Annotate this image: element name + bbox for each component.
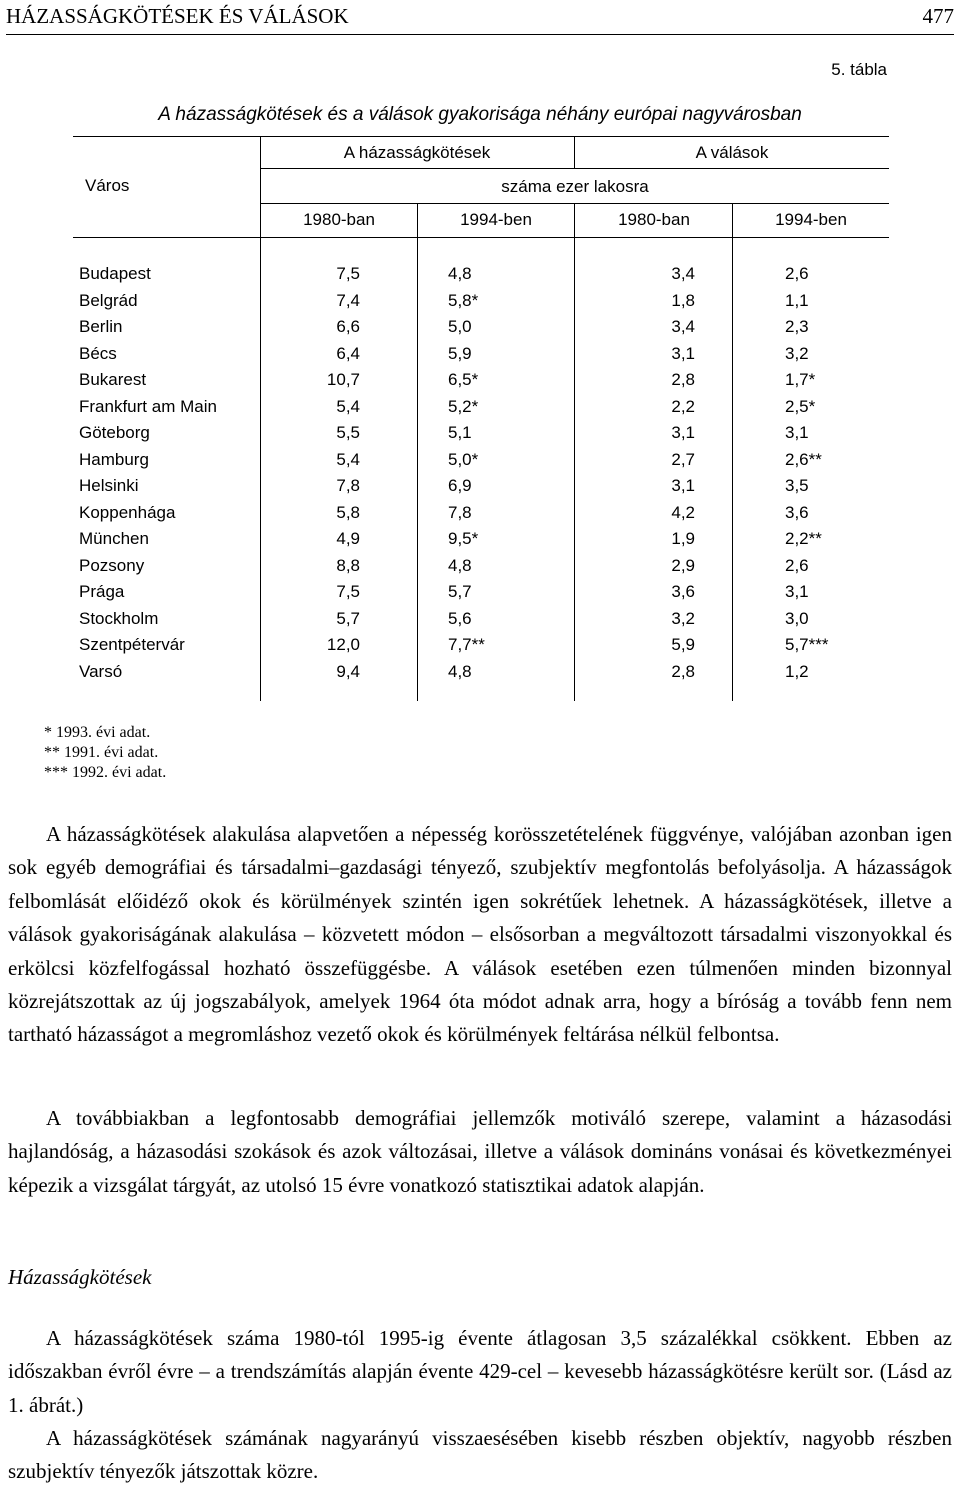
value-cell-d1994: 2,6** bbox=[785, 449, 822, 469]
value-cell-m1980: 5,7 bbox=[336, 608, 360, 628]
value-cell-m1994: 9,5* bbox=[448, 529, 479, 548]
city-cell: Hamburg bbox=[79, 449, 149, 469]
value-cell-d1980: 1,8 bbox=[671, 290, 695, 310]
header-unit: száma ezer lakosra bbox=[501, 177, 649, 196]
value-cell-m1994: 5,0* bbox=[448, 449, 479, 469]
value-cell-d1994: 3,6 bbox=[785, 502, 809, 522]
table-row bbox=[0, 261, 960, 288]
value-cell-m1980: 7,5 bbox=[336, 582, 360, 601]
value-cell-m1994: 4,8 bbox=[448, 555, 472, 575]
table-top-rule bbox=[73, 136, 889, 137]
header-year-4: 1994-ben bbox=[775, 210, 847, 229]
city-cell: Prága bbox=[79, 582, 125, 601]
value-cell-d1980: 1,9 bbox=[671, 529, 695, 548]
city-cell: Varsó bbox=[79, 661, 123, 681]
table-row bbox=[0, 314, 960, 341]
value-cell-d1980: 3,4 bbox=[671, 317, 695, 336]
body-paragraph: A továbbiakban a legfontosabb demográfiai jellemzők motiváló szerepe, valamint a házasodási hajlandóság, a házasodási szokások és azok változásai, illetve a válások domináns vonásai és következményei képezik a vizsgálat tárgyát, az utolsó 15 évre vonatkozó statisztikai adatok alapján. bbox=[8, 1106, 952, 1197]
table-row bbox=[0, 632, 960, 659]
value-cell-d1994: 1,2 bbox=[785, 661, 809, 681]
table-row bbox=[0, 394, 960, 421]
value-cell-m1994: 6,9 bbox=[448, 476, 472, 495]
table-row bbox=[0, 288, 960, 315]
value-cell-d1994: 3,0 bbox=[785, 608, 809, 628]
city-cell: Budapest bbox=[79, 264, 151, 283]
value-cell-d1994: 2,6 bbox=[785, 555, 809, 575]
value-cell-m1980: 10,7 bbox=[326, 370, 360, 389]
city-cell: Berlin bbox=[79, 317, 123, 336]
value-cell-d1994: 2,5* bbox=[785, 396, 816, 416]
value-cell-m1994: 5,0 bbox=[448, 317, 472, 336]
city-cell: Szentpétervár bbox=[79, 635, 185, 654]
value-cell-m1980: 12,0 bbox=[326, 635, 360, 654]
statistics-table bbox=[0, 0, 960, 710]
value-cell-m1980: 5,8 bbox=[336, 502, 360, 522]
value-cell-d1980: 3,4 bbox=[671, 264, 695, 283]
city-cell: Pozsony bbox=[79, 555, 145, 575]
table-row bbox=[0, 473, 960, 500]
table-row bbox=[0, 526, 960, 553]
group-header-rule bbox=[260, 168, 889, 169]
table-label: 5. tábla bbox=[831, 60, 887, 79]
value-cell-m1980: 7,4 bbox=[336, 290, 360, 310]
value-cell-d1994: 2,2** bbox=[785, 529, 822, 548]
table-row bbox=[0, 606, 960, 633]
value-cell-d1980: 3,2 bbox=[671, 608, 695, 628]
table-row bbox=[0, 447, 960, 474]
city-cell: Koppenhága bbox=[79, 502, 176, 522]
footnote: ** 1991. évi adat. bbox=[44, 744, 159, 761]
value-cell-m1994: 5,6 bbox=[448, 608, 472, 628]
city-cell: Göteborg bbox=[79, 423, 150, 442]
table-row bbox=[0, 341, 960, 368]
value-cell-d1980: 2,8 bbox=[671, 370, 695, 389]
table-row bbox=[0, 579, 960, 606]
value-cell-d1980: 5,9 bbox=[671, 635, 695, 654]
table-row bbox=[0, 553, 960, 580]
value-cell-m1980: 9,4 bbox=[336, 661, 360, 681]
value-cell-d1994: 2,3 bbox=[785, 317, 809, 336]
value-cell-m1980: 4,9 bbox=[336, 529, 360, 548]
value-cell-m1980: 5,5 bbox=[336, 423, 360, 442]
header-year-1: 1980-ban bbox=[303, 210, 375, 229]
value-cell-m1994: 7,7** bbox=[448, 635, 485, 654]
value-cell-m1994: 5,8* bbox=[448, 290, 479, 310]
city-cell: Helsinki bbox=[79, 476, 139, 495]
value-cell-d1980: 4,2 bbox=[671, 502, 695, 522]
value-cell-m1980: 8,8 bbox=[336, 555, 360, 575]
running-header-title: HÁZASSÁGKÖTÉSEK ÉS VÁLÁSOK bbox=[6, 4, 349, 28]
value-cell-d1994: 3,1 bbox=[785, 582, 809, 601]
header-year-2: 1994-ben bbox=[460, 210, 532, 229]
city-cell: Bécs bbox=[79, 343, 117, 363]
table-title: A házasságkötések és a válások gyakorisága néhány európai nagyvárosban bbox=[158, 104, 802, 125]
value-cell-d1980: 3,1 bbox=[671, 423, 695, 442]
body-paragraph: A házasságkötések száma 1980-tól 1995-ig évente átlagosan 3,5 százalékkal csökkent. Ebben az időszakban évről évre – a trendszámítás alapján évente 429-cel – kevesebb házasságkötésre került sor. (Lásd az 1. ábrát.) bbox=[8, 1326, 952, 1417]
table-row bbox=[0, 420, 960, 447]
value-cell-d1980: 3,1 bbox=[671, 343, 695, 363]
value-cell-d1994: 1,1 bbox=[785, 290, 809, 310]
value-cell-d1994: 1,7* bbox=[785, 370, 816, 389]
table-row bbox=[0, 367, 960, 394]
table-row bbox=[0, 500, 960, 527]
value-cell-m1980: 5,4 bbox=[336, 396, 360, 416]
value-cell-d1980: 3,1 bbox=[671, 476, 695, 495]
value-cell-d1994: 2,6 bbox=[785, 264, 809, 283]
header-city: Város bbox=[85, 176, 130, 195]
table-body bbox=[0, 261, 960, 685]
value-cell-d1994: 5,7*** bbox=[785, 635, 829, 654]
footnote: * 1993. évi adat. bbox=[44, 724, 151, 741]
value-cell-m1994: 7,8 bbox=[448, 502, 472, 522]
page-number: 477 bbox=[922, 4, 954, 28]
value-cell-d1980: 3,6 bbox=[671, 582, 695, 601]
column-divider-groups bbox=[574, 136, 575, 168]
city-cell: Frankfurt am Main bbox=[79, 396, 217, 416]
header-bottom-rule bbox=[73, 237, 889, 238]
city-cell: München bbox=[79, 529, 149, 548]
footnotes bbox=[44, 723, 166, 783]
value-cell-m1994: 4,8 bbox=[448, 264, 472, 283]
value-cell-m1980: 7,8 bbox=[336, 476, 360, 495]
value-cell-m1994: 5,9 bbox=[448, 343, 472, 363]
value-cell-m1980: 6,4 bbox=[336, 343, 360, 363]
value-cell-m1994: 5,2* bbox=[448, 396, 479, 416]
body-paragraph: A házasságkötések alakulása alapvetően a népesség korösszetételének függvénye, valójában azonban igen sok egyéb demográfiai és társadalmi–gazdasági tényező, szubjektív megfontolás befolyásolja. A házasságok felbomlását előidéző okok és körülmények szintén igen sokrétűek lehetnek. A házasságkötések, illetve a válások gyakoriságának alakulása – közvetett módon – elsősorban a megváltozott társadalmi viszonyokkal és erkölcsi közfelfogással hozható összefüggésbe. A válások esetében ezen túlmenően minden bizonnyal közrejátszottak az új jogszabályok, amelyek 1964 óta módot adnak arra, hogy a bíróság a tovább fenn nem tartható házasságot a megromláshoz vezető okok és körülmények feltárása nélkül felbontsa. bbox=[8, 822, 952, 1047]
value-cell-m1994: 5,7 bbox=[448, 582, 472, 601]
value-cell-m1994: 4,8 bbox=[448, 661, 472, 681]
value-cell-m1994: 6,5* bbox=[448, 370, 479, 389]
value-cell-d1980: 2,2 bbox=[671, 396, 695, 416]
value-cell-m1980: 6,6 bbox=[336, 317, 360, 336]
value-cell-d1994: 3,1 bbox=[785, 423, 809, 442]
value-cell-d1994: 3,5 bbox=[785, 476, 809, 495]
value-cell-d1980: 2,9 bbox=[671, 555, 695, 575]
city-cell: Belgrád bbox=[79, 290, 138, 310]
header-divorces: A válások bbox=[695, 143, 769, 162]
section-heading: Házasságkötések bbox=[8, 1265, 152, 1289]
body-paragraph: A házasságkötések számának nagyarányú visszaesésében kisebb részben objektív, nagyobb részben szubjektív tényezők játszottak közre. bbox=[8, 1426, 952, 1484]
city-cell: Bukarest bbox=[79, 370, 147, 389]
value-cell-m1980: 5,4 bbox=[336, 449, 360, 469]
value-cell-d1994: 3,2 bbox=[785, 343, 809, 363]
header-marriages: A házasságkötések bbox=[343, 143, 491, 162]
footnote: *** 1992. évi adat. bbox=[44, 764, 167, 781]
city-cell: Stockholm bbox=[79, 608, 159, 628]
table-row bbox=[0, 659, 960, 686]
value-cell-d1980: 2,8 bbox=[671, 661, 695, 681]
value-cell-d1980: 2,7 bbox=[671, 449, 695, 469]
value-cell-m1980: 7,5 bbox=[336, 264, 360, 283]
value-cell-m1994: 5,1 bbox=[448, 423, 472, 442]
header-year-3: 1980-ban bbox=[618, 210, 690, 229]
